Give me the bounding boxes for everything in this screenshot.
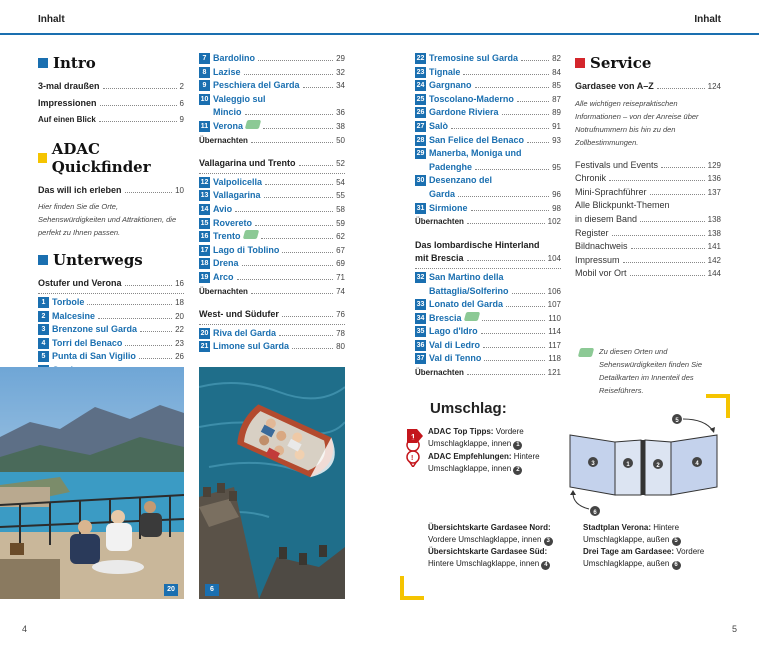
toc-column-3: [415, 52, 561, 380]
toc-place[interactable]: 23 Tignale 84: [416, 66, 561, 77]
cover-number-badge: 3: [544, 537, 553, 546]
toc-place[interactable]: 8 Lazise 32: [199, 66, 345, 80]
cover-diagram: [565, 407, 725, 517]
toc-place[interactable]: 37 Val di Tenno 118: [416, 353, 561, 364]
umschlag-title: Umschlag:: [430, 400, 507, 417]
toc-place[interactable]: 31 Sirmione 98: [416, 202, 561, 213]
toc-entry[interactable]: Impressionen 6: [38, 97, 184, 108]
toc-place[interactable]: 24 Gargnano 85: [416, 80, 561, 91]
toc-place[interactable]: 34 Brescia 110: [416, 312, 561, 323]
cover-number-badge: 1: [513, 441, 522, 450]
toc-place[interactable]: 19 Arco 71: [200, 271, 345, 282]
page-number-right: 5: [731, 624, 737, 634]
section-quickfinder: ADAC Quickfinder: [38, 140, 184, 176]
toc-place[interactable]: 22 Tremosine sul Garda 82: [416, 53, 561, 63]
section-service: Service: [575, 54, 721, 72]
toc-entry[interactable]: Register 138: [575, 227, 721, 238]
page-number-left: 4: [22, 624, 28, 634]
toc-place[interactable]: 13 Vallagarina 55: [200, 190, 345, 201]
red-square-icon: [575, 58, 585, 68]
toc-place-continued[interactable]: Mincio 36: [213, 107, 345, 118]
section-intro: Intro: [38, 54, 184, 72]
toc-place[interactable]: 20 Riva del Garda 78: [200, 327, 345, 338]
diagram-label: 4: [695, 461, 699, 467]
running-header-right: Inhalt: [694, 14, 721, 25]
toc-place[interactable]: 1 Torbole 18: [38, 296, 184, 310]
toc-place[interactable]: 11 Verona 38: [200, 120, 345, 131]
umschlag-verona: Stadtplan Verona: Hintere Umschlagklappe, außen 5: [583, 523, 680, 544]
toc-place[interactable]: 28 San Felice del Benaco 93: [416, 134, 561, 145]
toc-entry[interactable]: Übernachten 121: [415, 368, 561, 378]
header-rule: [0, 33, 759, 35]
section-unterwegs: Unterwegs: [38, 251, 184, 269]
toc-place[interactable]: 26 Gardone Riviera 89: [416, 107, 561, 118]
toc-place-continued[interactable]: Garda 96: [429, 188, 561, 199]
cover-number-badge: 2: [513, 466, 522, 475]
toc-place[interactable]: 9 Peschiera del Garda 34: [199, 79, 345, 93]
umschlag-dreitage: Drei Tage am Gardasee: Vordere Umschlagklappe, außen 6: [583, 547, 705, 568]
toc-place[interactable]: 18 Drena 69: [200, 258, 345, 269]
toc-column-4: [575, 52, 721, 397]
umschlag-sued: Übersichtskarte Gardasee Süd: Hintere Umschlagklappe, innen 4: [428, 546, 550, 570]
toc-entry[interactable]: Auf einen Blick 9: [38, 115, 184, 125]
photo-motorboat: [199, 367, 345, 599]
toc-entry[interactable]: Impressum 142: [575, 254, 721, 265]
toc-place[interactable]: 2 Malcesine 20: [38, 310, 184, 324]
cover-icons: [405, 425, 425, 467]
toc-place[interactable]: 32 San Martino della: [416, 271, 504, 282]
toc-place[interactable]: 17 Lago di Toblino 67: [200, 244, 345, 255]
service-description: Alle wichtigen reisepraktischen Informationen – von der Anreise über Notrufnummern bis hin zu den Zollbestimmungen.: [575, 98, 699, 147]
cover-number-badge: 5: [672, 537, 681, 546]
photo-badge: 20: [164, 584, 178, 596]
toc-place[interactable]: 4 Torri del Benaco 23: [38, 337, 184, 351]
toc-entry[interactable]: Alle Blickpunkt-Themen: [575, 200, 670, 211]
frame-corner-top-right: [706, 394, 730, 418]
map-detail-legend: Zu diesen Orten und Sehenswürdigkeiten finden Sie Detailkarten im Innenteil des Reiseführers.: [575, 345, 721, 397]
photo-badge: 6: [205, 584, 219, 596]
toc-entry-continued[interactable]: in diesem Band 138: [575, 213, 721, 224]
toc-place[interactable]: 16 Trento 62: [200, 231, 345, 242]
cover-number-badge: 6: [672, 561, 681, 570]
toc-place-continued[interactable]: Padenghe 95: [429, 161, 561, 172]
toc-place[interactable]: 29 Manerba, Moniga und: [416, 148, 522, 159]
toc-place[interactable]: 35 Lago d'Idro 114: [416, 326, 561, 337]
toc-entry[interactable]: Mobil vor Ort 144: [575, 268, 721, 279]
yellow-square-icon: [38, 153, 47, 163]
map-detail-icon: [578, 348, 594, 357]
toc-region[interactable]: Vallagarina und Trento 52: [199, 158, 345, 169]
toc-place[interactable]: 10 Valeggio sul: [200, 93, 266, 104]
motorboat-image: [199, 367, 345, 599]
map-detail-icon: [245, 120, 261, 129]
toc-region[interactable]: West- und Südufer 76: [199, 309, 345, 320]
map-detail-icon: [463, 312, 479, 321]
toc-entry[interactable]: Gardasee von A–Z 124: [575, 81, 721, 91]
toc-place[interactable]: 30 Desenzano del: [416, 175, 493, 186]
quickfinder-description: Hier finden Sie die Orte, Sehenswürdigkeiten und Attraktionen, die perfekt zu Ihnen passen.: [38, 202, 177, 238]
diagram-label: 2: [656, 463, 660, 469]
cover-number-badge: 4: [541, 561, 550, 570]
running-header-left: Inhalt: [38, 14, 65, 25]
toc-place[interactable]: 21 Limone sul Garda 80: [200, 341, 345, 352]
toc-place[interactable]: 3 Brenzone sul Garda 22: [38, 323, 184, 337]
toc-entry[interactable]: Mini-Sprachführer 137: [575, 186, 721, 197]
umschlag-nord: Übersichtskarte Gardasee Nord: Vordere Umschlagklappe, innen 3: [428, 523, 551, 544]
toc-entry[interactable]: Übernachten 74: [199, 286, 345, 296]
photo-terrace-lake: [0, 367, 184, 599]
toc-region[interactable]: Ostufer und Verona 16: [38, 278, 184, 289]
toc-place[interactable]: 7 Bardolino 29: [199, 52, 345, 66]
svg-text:1: 1: [411, 433, 416, 442]
frame-corner-bottom-left: [400, 576, 424, 600]
umschlag-empfehlungen: ADAC Empfehlungen: Hintere Umschlagklappe, innen 2: [428, 452, 540, 473]
terrace-lake-image: [0, 367, 184, 599]
toc-place[interactable]: 5 Punta di San Vigilio 26: [38, 350, 184, 364]
umschlag-top-tipps: ADAC Top Tipps: Vordere Umschlagklappe, innen 1: [428, 427, 524, 448]
diagram-label: 1: [626, 462, 630, 468]
blue-square-icon: [38, 255, 48, 265]
svg-text:!: !: [411, 455, 414, 462]
toc-column-1: [38, 52, 184, 378]
toc-place[interactable]: 33 Lonato del Garda 107: [416, 299, 561, 310]
toc-entry[interactable]: Bildnachweis 141: [575, 241, 721, 252]
toc-entry[interactable]: Übernachten 50: [199, 135, 345, 145]
diagram-label: 3: [591, 461, 595, 467]
toc-entry[interactable]: Übernachten 102: [415, 217, 561, 227]
toc-place-continued[interactable]: Battaglia/Solferino 106: [429, 285, 561, 296]
toc-entry[interactable]: Chronik 136: [575, 173, 721, 184]
toc-column-2: [199, 52, 345, 354]
toc-place[interactable]: 15 Rovereto 59: [200, 217, 345, 228]
toc-entry[interactable]: 3-mal draußen 2: [38, 81, 184, 91]
toc-region-continued[interactable]: mit Brescia 104: [415, 253, 561, 264]
toc-place[interactable]: 12 Valpolicella 54: [200, 176, 345, 187]
diagram-label: 6: [593, 510, 597, 516]
map-detail-icon: [242, 230, 258, 239]
toc-entry[interactable]: Das will ich erleben 10: [38, 184, 184, 195]
toc-place[interactable]: 36 Val di Ledro 117: [416, 339, 561, 350]
toc-place[interactable]: 14 Avio 58: [200, 203, 345, 214]
toc-region[interactable]: Das lombardische Hinterland: [415, 239, 540, 250]
diagram-label: 5: [675, 418, 679, 424]
toc-place[interactable]: 27 Salò 91: [416, 120, 561, 131]
toc-place[interactable]: 25 Toscolano-Maderno 87: [416, 93, 561, 104]
blue-square-icon: [38, 58, 48, 68]
toc-entry[interactable]: Festivals und Events 129: [575, 159, 721, 170]
